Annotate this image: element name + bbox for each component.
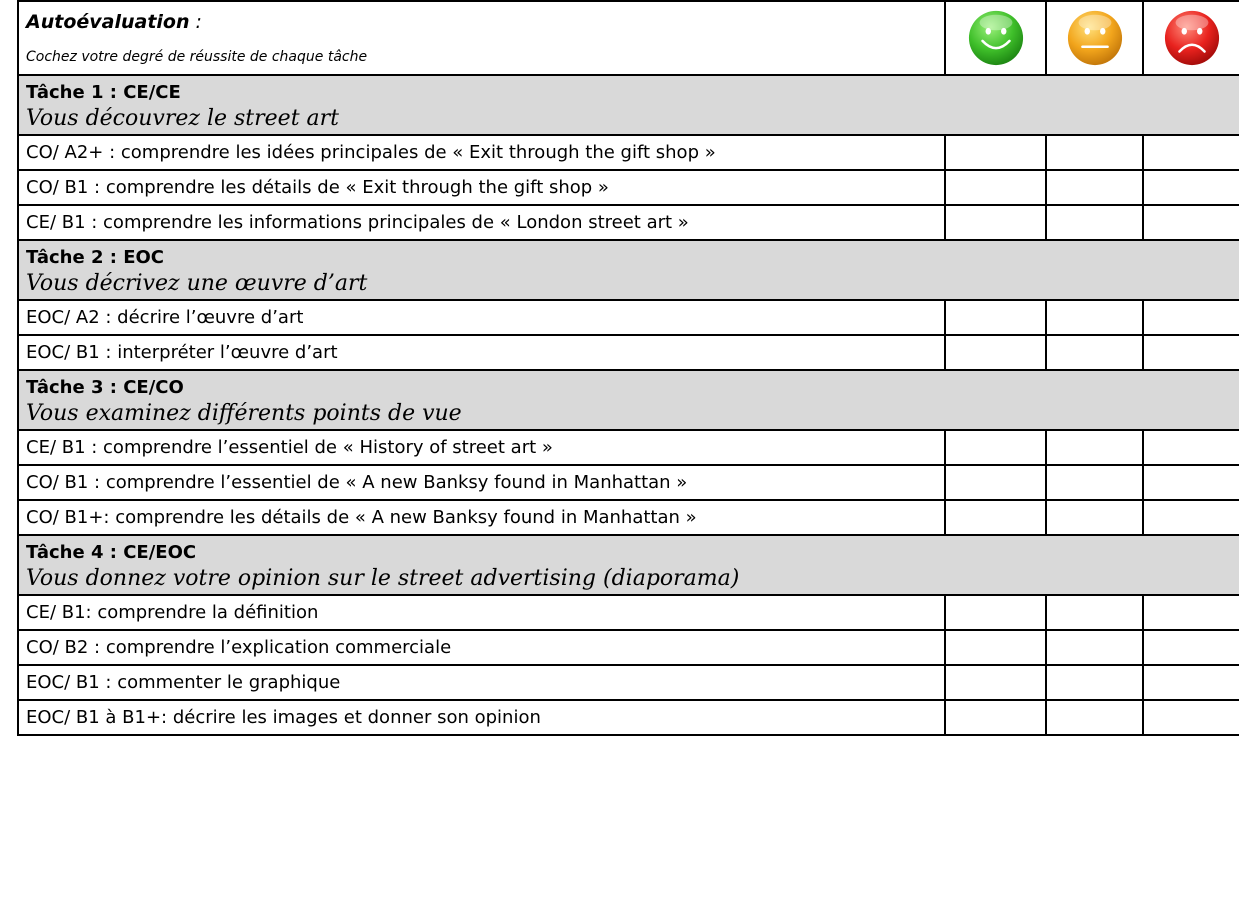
skill-label: EOC/ B1 : interpréter l’œuvre d’art — [18, 335, 945, 370]
skill-label: CO/ B1 : comprendre les détails de « Exit through the gift shop » — [18, 170, 945, 205]
sad-face-icon — [1163, 9, 1221, 67]
sad-face-cell — [1143, 1, 1239, 75]
task-header-row — [18, 370, 1239, 430]
task-subtitle: Vous décrivez une œuvre d’art — [26, 271, 368, 296]
task-header-row — [18, 535, 1239, 595]
task-title: Tâche 2 : EOC — [26, 247, 165, 268]
skill-row — [18, 430, 1239, 465]
checkbox-cell-sad[interactable] — [1143, 135, 1239, 170]
checkbox-cell-neutral[interactable] — [1046, 300, 1143, 335]
skill-row — [18, 205, 1239, 240]
happy-face-icon — [967, 9, 1025, 67]
checkbox-cell-neutral[interactable] — [1046, 205, 1143, 240]
skill-row — [18, 500, 1239, 535]
skill-label: EOC/ A2 : décrire l’œuvre d’art — [18, 300, 945, 335]
checkbox-cell-neutral[interactable] — [1046, 430, 1143, 465]
skill-row — [18, 300, 1239, 335]
task-header-row — [18, 240, 1239, 300]
checkbox-cell-happy[interactable] — [945, 700, 1046, 735]
checkbox-cell-happy[interactable] — [945, 595, 1046, 630]
checkbox-cell-sad[interactable] — [1143, 500, 1239, 535]
skill-label: EOC/ B1 : commenter le graphique — [18, 665, 945, 700]
skill-label: CE/ B1: comprendre la définition — [18, 595, 945, 630]
checkbox-cell-sad[interactable] — [1143, 665, 1239, 700]
skill-row — [18, 335, 1239, 370]
checkbox-cell-sad[interactable] — [1143, 430, 1239, 465]
checkbox-cell-happy[interactable] — [945, 500, 1046, 535]
checkbox-cell-happy[interactable] — [945, 665, 1046, 700]
skill-label: CO/ B2 : comprendre l’explication commerciale — [18, 630, 945, 665]
task-subtitle: Vous examinez différents points de vue — [26, 401, 462, 426]
skill-row — [18, 135, 1239, 170]
checkbox-cell-neutral[interactable] — [1046, 595, 1143, 630]
skill-row — [18, 700, 1239, 735]
task-header-cell — [18, 240, 1239, 300]
header-row — [18, 1, 1239, 75]
happy-face-cell — [945, 1, 1046, 75]
checkbox-cell-neutral[interactable] — [1046, 700, 1143, 735]
skill-label: CO/ B1+: comprendre les détails de « A new Banksy found in Manhattan » — [18, 500, 945, 535]
checkbox-cell-sad[interactable] — [1143, 170, 1239, 205]
task-title: Tâche 4 : CE/EOC — [26, 542, 197, 563]
checkbox-cell-happy[interactable] — [945, 135, 1046, 170]
checkbox-cell-happy[interactable] — [945, 205, 1046, 240]
checkbox-cell-neutral[interactable] — [1046, 335, 1143, 370]
checkbox-cell-happy[interactable] — [945, 300, 1046, 335]
task-title: Tâche 1 : CE/CE — [26, 82, 181, 103]
skill-label: CE/ B1 : comprendre les informations principales de « London street art » — [18, 205, 945, 240]
checkbox-cell-neutral[interactable] — [1046, 135, 1143, 170]
checkbox-cell-happy[interactable] — [945, 630, 1046, 665]
skill-row — [18, 465, 1239, 500]
checkbox-cell-sad[interactable] — [1143, 465, 1239, 500]
neutral-face-icon — [1066, 9, 1124, 67]
header-cell — [18, 1, 945, 75]
skill-row — [18, 595, 1239, 630]
instruction-text: Cochez votre degré de réussite de chaque tâche — [26, 49, 368, 65]
skill-row — [18, 170, 1239, 205]
task-header-cell — [18, 370, 1239, 430]
checkbox-cell-neutral[interactable] — [1046, 630, 1143, 665]
checkbox-cell-sad[interactable] — [1143, 700, 1239, 735]
checkbox-cell-sad[interactable] — [1143, 300, 1239, 335]
checkbox-cell-neutral[interactable] — [1046, 170, 1143, 205]
skill-label: CE/ B1 : comprendre l’essentiel de « History of street art » — [18, 430, 945, 465]
title-text: Autoévaluation — [26, 11, 190, 33]
skill-row — [18, 665, 1239, 700]
task-header-cell — [18, 535, 1239, 595]
checkbox-cell-happy[interactable] — [945, 465, 1046, 500]
checkbox-cell-happy[interactable] — [945, 430, 1046, 465]
task-header-row — [18, 75, 1239, 135]
skill-label: CO/ B1 : comprendre l’essentiel de « A new Banksy found in Manhattan » — [18, 465, 945, 500]
self-assessment-title — [26, 2, 937, 34]
skill-label: EOC/ B1 à B1+: décrire les images et donner son opinion — [18, 700, 945, 735]
self-assessment-grid — [17, 0, 1239, 736]
task-subtitle: Vous découvrez le street art — [26, 106, 339, 131]
task-title: Tâche 3 : CE/CO — [26, 377, 184, 398]
self-assessment-table — [17, 0, 1239, 736]
checkbox-cell-neutral[interactable] — [1046, 465, 1143, 500]
task-header-cell — [18, 75, 1239, 135]
neutral-face-cell — [1046, 1, 1143, 75]
checkbox-cell-happy[interactable] — [945, 335, 1046, 370]
checkbox-cell-sad[interactable] — [1143, 630, 1239, 665]
checkbox-cell-happy[interactable] — [945, 170, 1046, 205]
task-subtitle: Vous donnez votre opinion sur le street advertising (diaporama) — [26, 566, 740, 591]
checkbox-cell-neutral[interactable] — [1046, 500, 1143, 535]
checkbox-cell-sad[interactable] — [1143, 595, 1239, 630]
title-colon: : — [189, 11, 202, 33]
checkbox-cell-sad[interactable] — [1143, 335, 1239, 370]
skill-label: CO/ A2+ : comprendre les idées principales de « Exit through the gift shop » — [18, 135, 945, 170]
checkbox-cell-neutral[interactable] — [1046, 665, 1143, 700]
skill-row — [18, 630, 1239, 665]
checkbox-cell-sad[interactable] — [1143, 205, 1239, 240]
